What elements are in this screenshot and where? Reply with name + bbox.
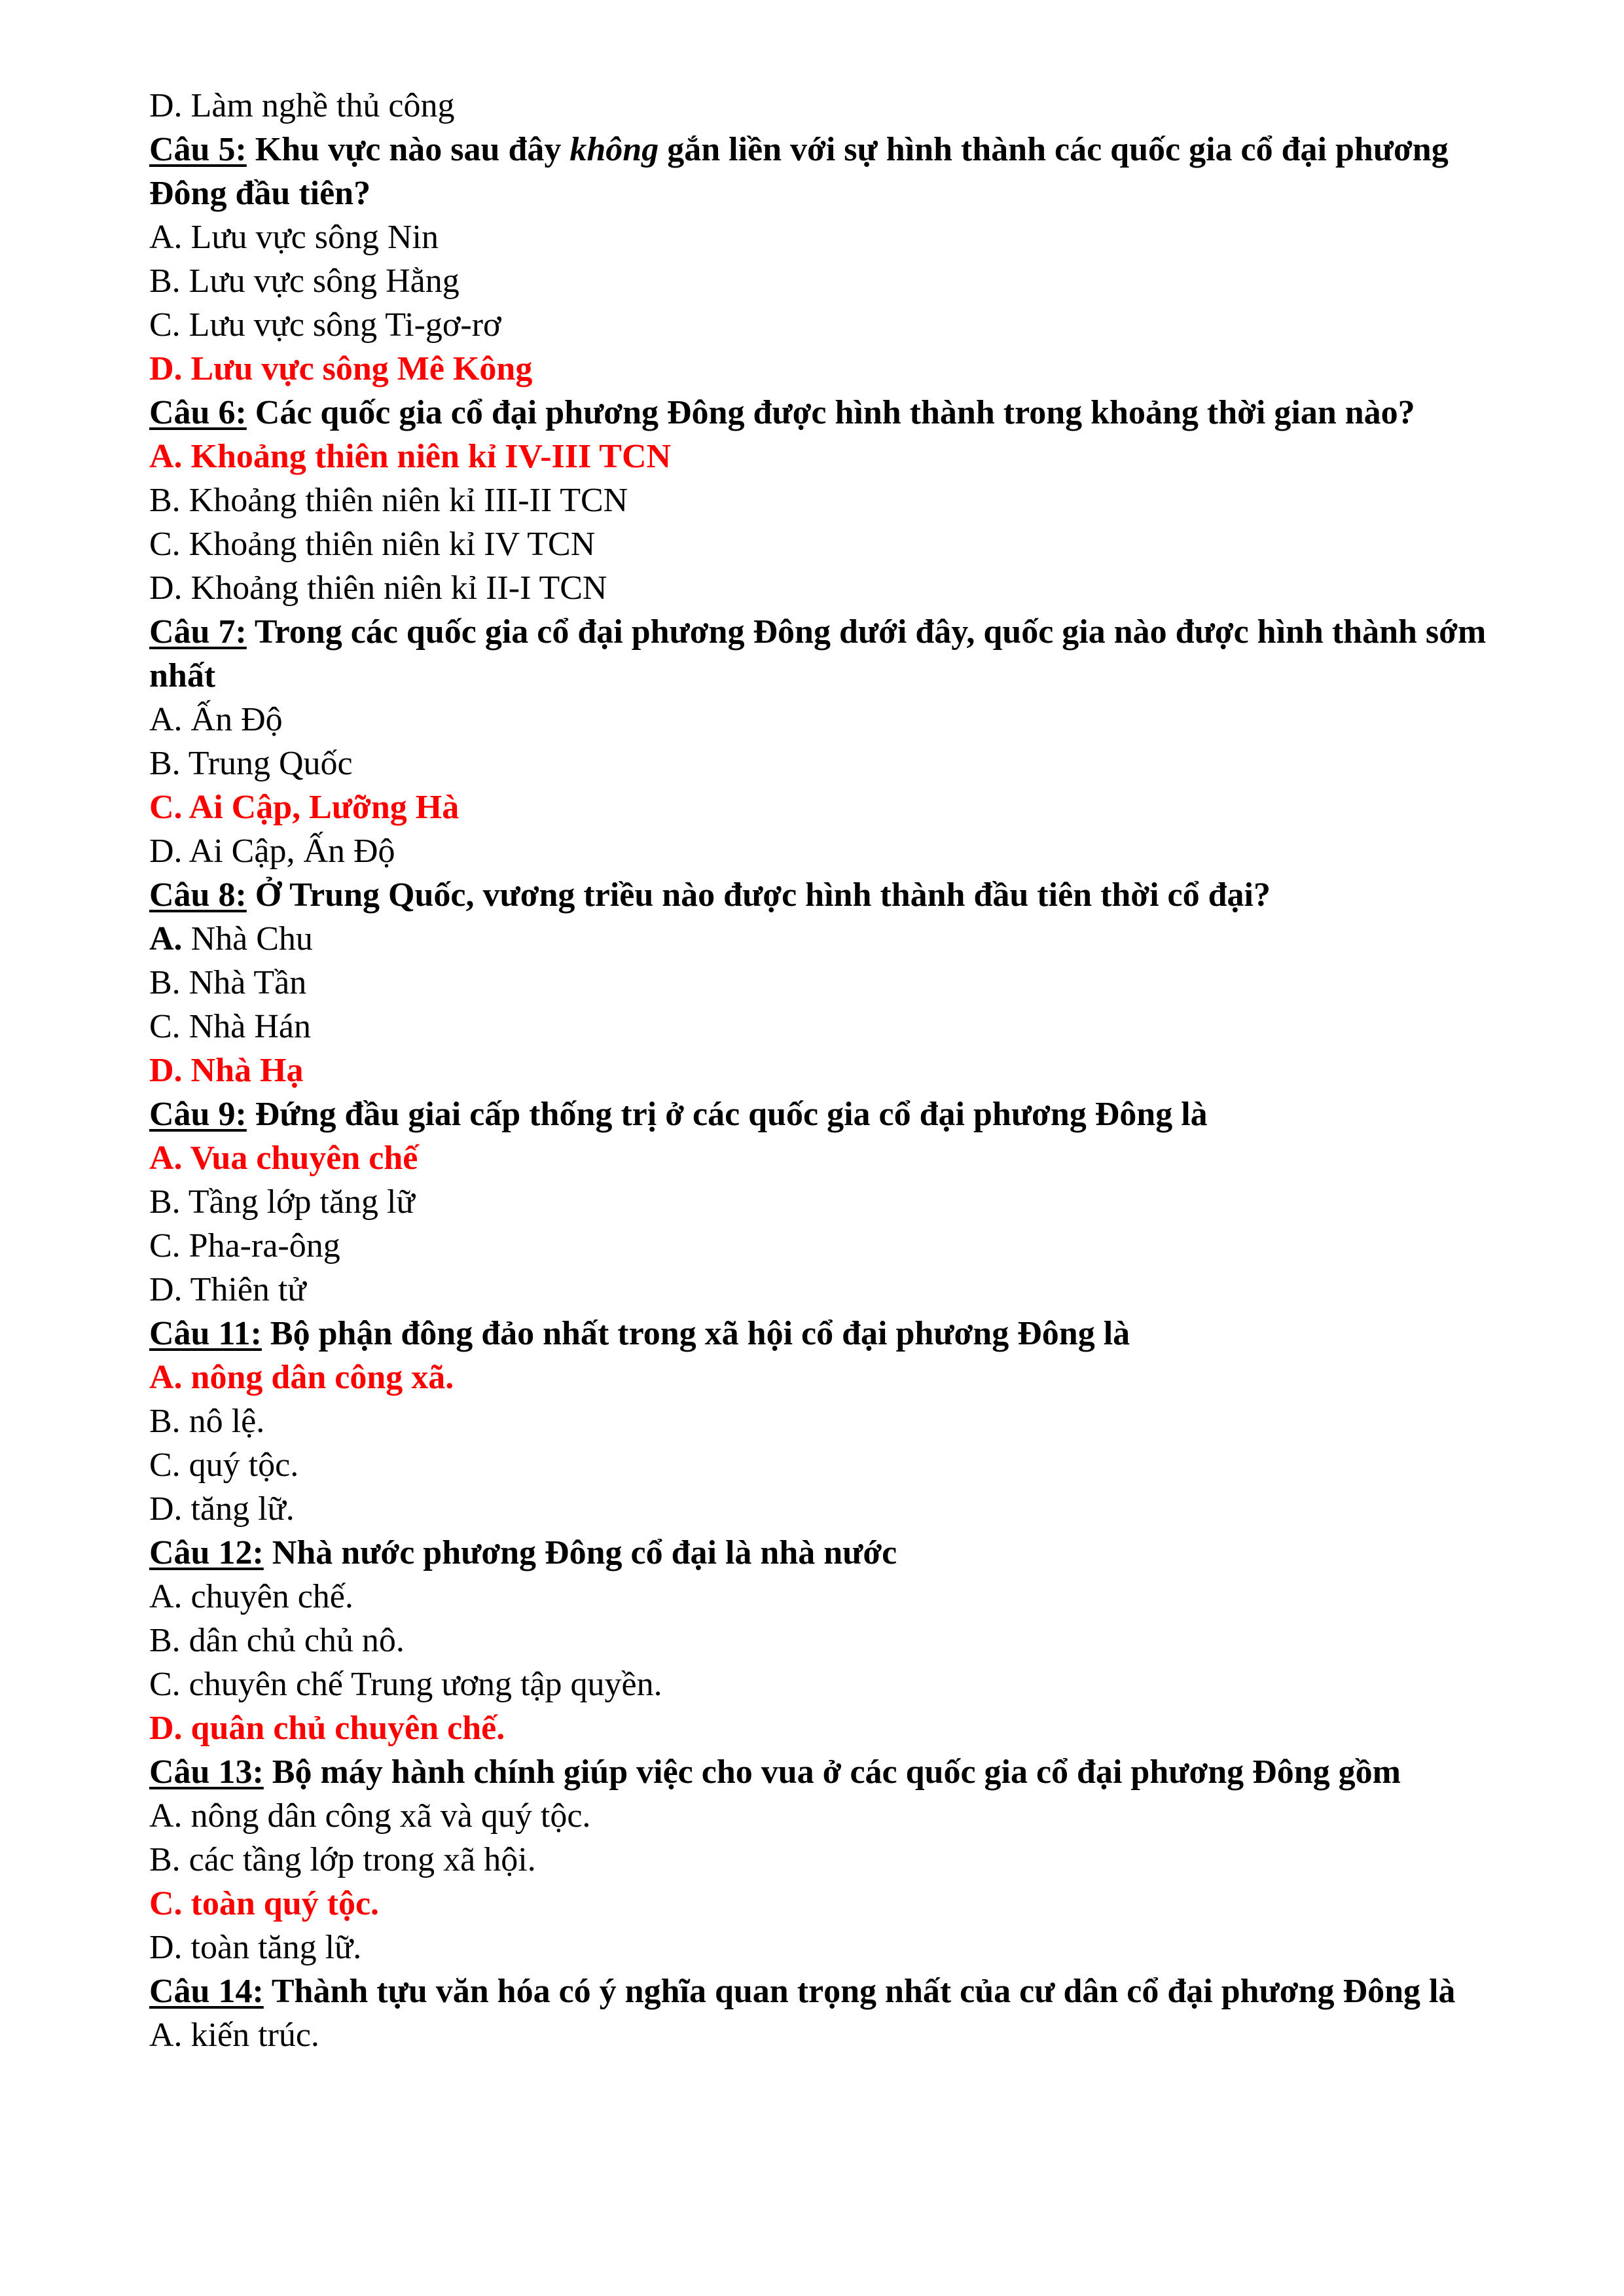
question-11 bbox=[149, 1312, 1524, 1355]
question-text: Nhà nước phương Đông cổ đại là nhà nước bbox=[263, 1534, 897, 1571]
question-label: Câu 8: bbox=[149, 876, 247, 914]
question-text: Trong các quốc gia cổ đại phương Đông dưới đây, quốc gia nào được hình thành sớm nhất bbox=[149, 613, 1487, 694]
option-b: B. dân chủ chủ nô. bbox=[149, 1622, 405, 1659]
correct-answer: C. toàn quý tộc. bbox=[149, 1885, 380, 1922]
option-c: C. quý tộc. bbox=[149, 1446, 299, 1484]
option-c: C. Nhà Hán bbox=[149, 1008, 311, 1045]
question-emphasis: không bbox=[569, 131, 659, 168]
question-label: Câu 5: bbox=[149, 131, 247, 168]
document-page bbox=[149, 84, 1524, 2057]
question-text: Bộ máy hành chính giúp việc cho vua ở các quốc gia cổ đại phương Đông gồm bbox=[263, 1753, 1401, 1791]
option-d: D. tăng lữ. bbox=[149, 1490, 295, 1528]
correct-answer: C. Ai Cập, Lưỡng Hà bbox=[149, 789, 460, 826]
question-text: Đứng đầu giai cấp thống trị ở các quốc gia cổ đại phương Đông là bbox=[246, 1096, 1208, 1133]
option-c: C. chuyên chế Trung ương tập quyền. bbox=[149, 1666, 662, 1703]
question-9 bbox=[149, 1092, 1524, 1136]
option-letter: A. bbox=[149, 920, 183, 958]
question-label: Câu 11: bbox=[149, 1315, 262, 1352]
option-b: B. Tầng lớp tăng lữ bbox=[149, 1183, 415, 1221]
option-b: B. Lưu vực sông Hằng bbox=[149, 262, 460, 300]
question-14 bbox=[149, 1969, 1524, 2013]
option-d: D. Ai Cập, Ấn Độ bbox=[149, 833, 395, 870]
question-label: Câu 14: bbox=[149, 1973, 264, 2010]
question-label: Câu 12: bbox=[149, 1534, 264, 1571]
option-text: D. Làm nghề thủ công bbox=[149, 87, 455, 124]
question-6 bbox=[149, 391, 1524, 435]
question-5 bbox=[149, 128, 1524, 215]
option-text: Nhà Chu bbox=[182, 920, 313, 958]
correct-answer: D. quân chủ chuyên chế. bbox=[149, 1710, 505, 1747]
option-a: A. kiến trúc. bbox=[149, 2017, 319, 2054]
question-13 bbox=[149, 1750, 1524, 1794]
question-label: Câu 13: bbox=[149, 1753, 264, 1791]
question-text: Các quốc gia cổ đại phương Đông được hình thành trong khoảng thời gian nào? bbox=[246, 394, 1415, 431]
question-label: Câu 6: bbox=[149, 394, 247, 431]
option-b: B. Nhà Tần bbox=[149, 964, 307, 1001]
question-label: Câu 9: bbox=[149, 1096, 247, 1133]
option-a: A. nông dân công xã và quý tộc. bbox=[149, 1797, 591, 1835]
option-a: A. Lưu vực sông Nin bbox=[149, 219, 439, 256]
option-d: D. toàn tăng lữ. bbox=[149, 1929, 362, 1966]
option-a: A. chuyên chế. bbox=[149, 1578, 353, 1615]
question-text: Thành tựu văn hóa có ý nghĩa quan trọng nhất của cư dân cổ đại phương Đông là bbox=[263, 1973, 1456, 2010]
option-a bbox=[149, 917, 1524, 961]
option-b: B. Khoảng thiên niên kỉ III-II TCN bbox=[149, 482, 628, 519]
option-c: C. Khoảng thiên niên kỉ IV TCN bbox=[149, 526, 596, 563]
option-d: D. Thiên tử bbox=[149, 1271, 306, 1308]
option-b: B. nô lệ. bbox=[149, 1403, 265, 1440]
option-b: B. Trung Quốc bbox=[149, 745, 353, 782]
question-text: Bộ phận đông đảo nhất trong xã hội cổ đại phương Đông là bbox=[261, 1315, 1130, 1352]
option-a: A. Ấn Độ bbox=[149, 701, 283, 738]
correct-answer: D. Nhà Hạ bbox=[149, 1052, 304, 1089]
question-text: Khu vực nào sau đây bbox=[246, 131, 570, 168]
correct-answer: D. Lưu vực sông Mê Kông bbox=[149, 350, 533, 387]
question-text: gắn liền với sự hình thành các quốc gia cổ đại phương Đông đầu tiên? bbox=[149, 131, 1449, 212]
question-7 bbox=[149, 610, 1524, 698]
option-d: D. Khoảng thiên niên kỉ II-I TCN bbox=[149, 569, 607, 607]
option-b: B. các tầng lớp trong xã hội. bbox=[149, 1841, 536, 1878]
option-c: C. Pha-ra-ông bbox=[149, 1227, 340, 1265]
question-12 bbox=[149, 1531, 1524, 1575]
correct-answer: A. Khoảng thiên niên kỉ IV-III TCN bbox=[149, 438, 672, 475]
question-text: Ở Trung Quốc, vương triều nào được hình thành đầu tiên thời cổ đại? bbox=[246, 876, 1271, 914]
question-8 bbox=[149, 873, 1524, 917]
correct-answer: A. nông dân công xã. bbox=[149, 1359, 454, 1396]
question-label: Câu 7: bbox=[149, 613, 247, 651]
correct-answer: A. Vua chuyên chế bbox=[149, 1139, 418, 1177]
option-c: C. Lưu vực sông Ti-gơ-rơ bbox=[149, 306, 501, 344]
